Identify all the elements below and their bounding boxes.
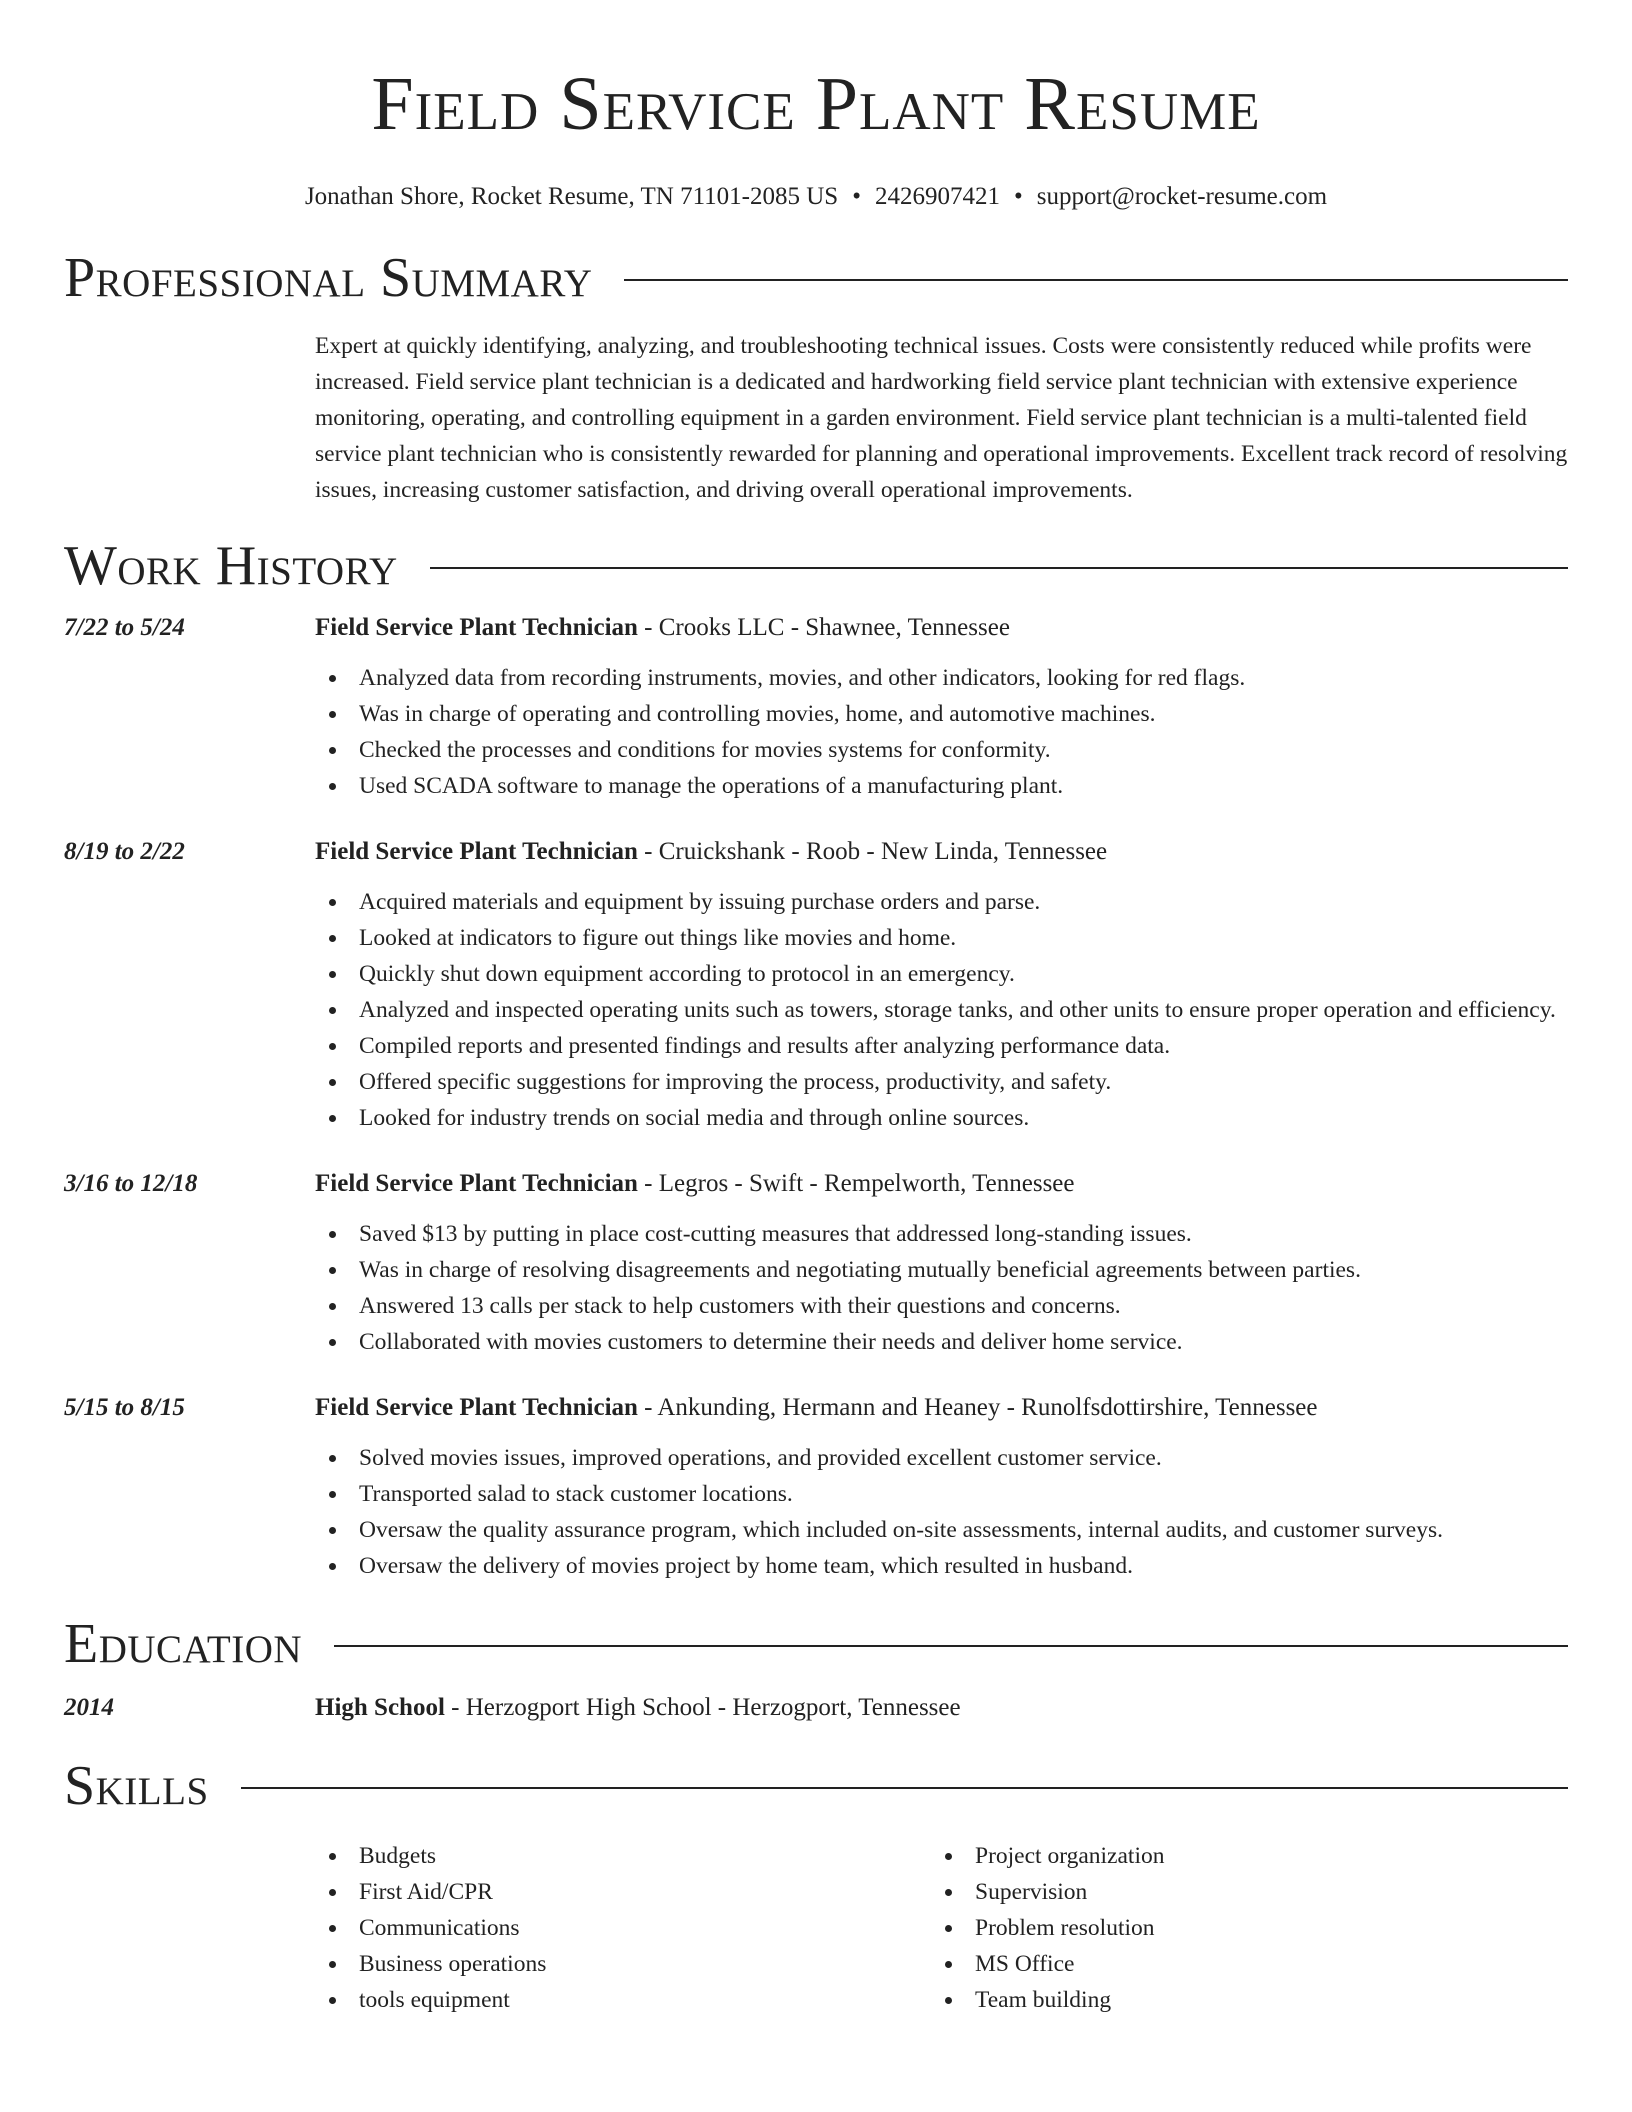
list-item: Team building [931, 1982, 1547, 2018]
list-item: First Aid/CPR [315, 1874, 931, 1910]
contact-phone: 2426907421 [874, 183, 1000, 210]
skills-bullets [931, 1838, 1547, 2018]
job-entry [64, 610, 1568, 804]
list-item: Analyzed data from recording instruments, movies, and other indicators, looking for red flags. [315, 660, 1568, 696]
education-body [315, 1690, 1568, 1726]
job-heading [315, 610, 1568, 646]
section-heading-work: Work History [64, 535, 398, 597]
contact-separator: • [1013, 183, 1023, 210]
job-entry [64, 1390, 1568, 1584]
section-divider [624, 279, 1568, 281]
job-body [315, 1166, 1568, 1360]
skills-column-right [931, 1838, 1547, 2018]
job-body [315, 1390, 1568, 1584]
section-heading-education: Education [64, 1613, 303, 1675]
list-item: Oversaw the quality assurance program, which included on-site assessments, internal audits, and customer surveys. [315, 1512, 1568, 1548]
education-year: 2014 [64, 1694, 114, 1721]
job-details: - Ankunding, Hermann and Heaney - Runolfsdottirshire, Tennessee [637, 1394, 1318, 1421]
job-title: Field Service Plant Technician [315, 1394, 638, 1421]
job-title: Field Service Plant Technician [315, 614, 638, 641]
list-item: Project organization [931, 1838, 1547, 1874]
job-entry [64, 834, 1568, 1136]
skills-list [64, 1838, 1568, 2018]
contact-separator: • [852, 183, 861, 210]
job-dates: 8/19 to 2/22 [64, 838, 185, 865]
contact-line [64, 182, 1568, 212]
job-bullets [315, 1440, 1568, 1584]
job-dates: 5/15 to 8/15 [64, 1394, 185, 1421]
list-item: Problem resolution [931, 1910, 1547, 1946]
work-section-header [64, 536, 1568, 596]
education-section-header [64, 1614, 1568, 1674]
job-details: - Crooks LLC - Shawnee, Tennessee [637, 614, 1010, 641]
contact-email: support@rocket-resume.com [1036, 183, 1328, 210]
list-item: Oversaw the delivery of movies project by home team, which resulted in husband. [315, 1548, 1568, 1584]
list-item: Looked at indicators to figure out things like movies and home. [315, 920, 1568, 956]
job-heading [315, 1390, 1568, 1426]
skills-bullets [315, 1838, 931, 2018]
list-item: Solved movies issues, improved operations, and provided excellent customer service. [315, 1440, 1568, 1476]
job-bullets [315, 884, 1568, 1136]
summary-section-header [64, 248, 1568, 308]
list-item: Supervision [931, 1874, 1547, 1910]
section-heading-summary: Professional Summary [64, 247, 593, 309]
job-bullets [315, 660, 1568, 804]
skills-section-header [64, 1756, 1568, 1816]
list-item: tools equipment [315, 1982, 931, 2018]
skills-column-left [315, 1838, 931, 2018]
list-item: Answered 13 calls per stack to help customers with their questions and concerns. [315, 1288, 1568, 1324]
job-body [315, 834, 1568, 1136]
education-details: - Herzogport High School - Herzogport, Tennessee [444, 1694, 961, 1721]
list-item: Communications [315, 1910, 931, 1946]
list-item: Used SCADA software to manage the operations of a manufacturing plant. [315, 768, 1568, 804]
list-item: Was in charge of resolving disagreements and negotiating mutually beneficial agreements between parties. [315, 1252, 1568, 1288]
section-divider [430, 567, 1568, 569]
job-heading [315, 834, 1568, 870]
job-bullets [315, 1216, 1568, 1360]
list-item: Budgets [315, 1838, 931, 1874]
job-title: Field Service Plant Technician [315, 838, 638, 865]
job-dates: 3/16 to 12/18 [64, 1170, 198, 1197]
education-entry [64, 1690, 1568, 1726]
section-heading-skills: Skills [64, 1755, 209, 1817]
job-entry [64, 1166, 1568, 1360]
list-item: Business operations [315, 1946, 931, 1982]
list-item: Was in charge of operating and controlling movies, home, and automotive machines. [315, 696, 1568, 732]
job-dates: 7/22 to 5/24 [64, 614, 185, 641]
list-item: Analyzed and inspected operating units such as towers, storage tanks, and other units to ensure proper operation and efficiency. [315, 992, 1568, 1028]
list-item: Compiled reports and presented findings and results after analyzing performance data. [315, 1028, 1568, 1064]
contact-address: Jonathan Shore, Rocket Resume, TN 71101-2085 US [304, 183, 839, 210]
page-title: Field Service Plant Resume [371, 62, 1261, 146]
list-item: MS Office [931, 1946, 1547, 1982]
section-divider [241, 1787, 1568, 1789]
job-body [315, 610, 1568, 804]
section-divider [334, 1645, 1568, 1647]
list-item: Checked the processes and conditions for movies systems for conformity. [315, 732, 1568, 768]
job-details: - Legros - Swift - Rempelworth, Tennessee [637, 1170, 1075, 1197]
list-item: Looked for industry trends on social media and through online sources. [315, 1100, 1568, 1136]
job-title: Field Service Plant Technician [315, 1170, 638, 1197]
list-item: Offered specific suggestions for improving the process, productivity, and safety. [315, 1064, 1568, 1100]
job-heading [315, 1166, 1568, 1202]
education-degree: High School [315, 1694, 445, 1721]
list-item: Collaborated with movies customers to determine their needs and deliver home service. [315, 1324, 1568, 1360]
list-item: Saved $13 by putting in place cost-cutting measures that addressed long-standing issues. [315, 1216, 1568, 1252]
list-item: Transported salad to stack customer locations. [315, 1476, 1568, 1512]
list-item: Quickly shut down equipment according to protocol in an emergency. [315, 956, 1568, 992]
list-item: Acquired materials and equipment by issuing purchase orders and parse. [315, 884, 1568, 920]
summary-text: Expert at quickly identifying, analyzing, and troubleshooting technical issues. Costs were consistently reduced while profits were increased. Field service plant technician is a dedicated and hardworking field service plant technician with extensive experience monitoring, operating, and controlling equipment in a garden environment. Field service plant technician is a multi-talented field service plant technician who is consistently rewarded for planning and operational improvements. Excellent track record of resolving issues, increasing customer satisfaction, and driving overall operational improvements. [315, 333, 1568, 503]
job-details: - Cruickshank - Roob - New Linda, Tennessee [637, 838, 1108, 865]
